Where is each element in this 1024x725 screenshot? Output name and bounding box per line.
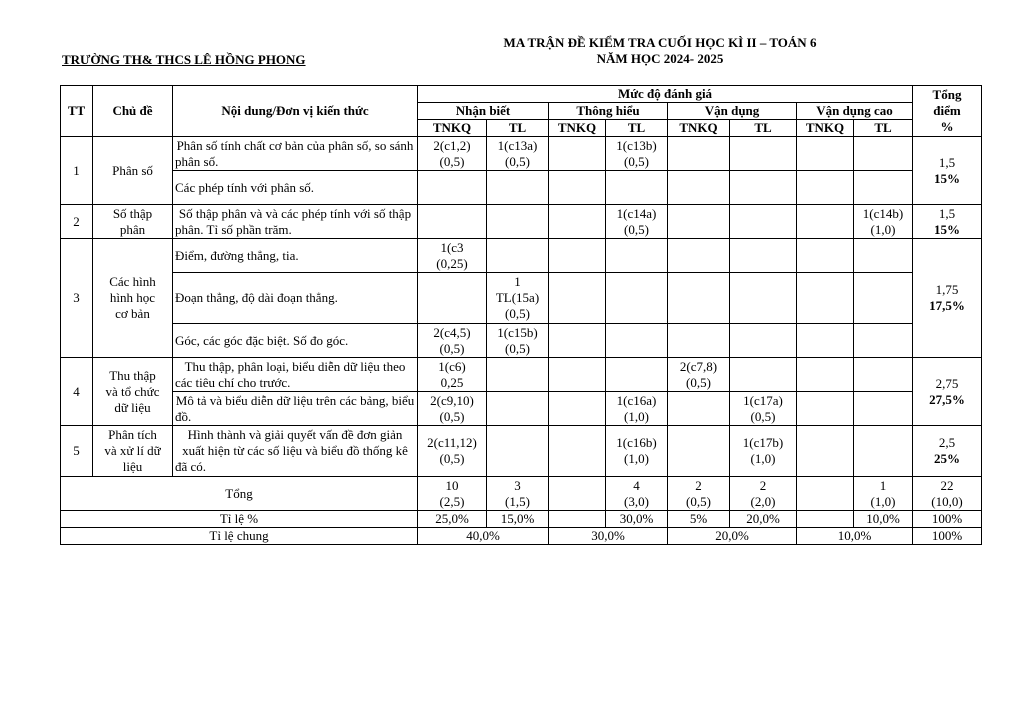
school-name: TRƯỜNG TH& THCS LÊ HỒNG PHONG xyxy=(62,52,306,67)
general-nb: 40,0% xyxy=(418,528,549,545)
cell-empty xyxy=(668,324,730,358)
cell-empty xyxy=(668,426,730,477)
sum-row xyxy=(61,477,982,511)
general-ratio-row xyxy=(61,528,982,545)
general-th: 30,0% xyxy=(549,528,668,545)
cell-empty xyxy=(854,273,913,324)
ratio-nb-tl: 15,0% xyxy=(487,511,549,528)
cell-nb-tnkq: 2(c4,5) (0,5) xyxy=(418,324,487,358)
assessment-matrix-table xyxy=(60,85,982,545)
table-row xyxy=(61,358,982,392)
cell-empty xyxy=(668,137,730,171)
header-row-1 xyxy=(61,86,982,103)
cell-empty xyxy=(797,137,854,171)
cell-empty xyxy=(606,324,668,358)
cell-empty xyxy=(797,273,854,324)
row-number: 1 xyxy=(61,137,93,205)
cell-empty xyxy=(606,239,668,273)
content-cell: Hình thành và giải quyết vấn đề đơn giản xuất hiện từ các số liệu và biểu đồ thống kê đã có. xyxy=(173,426,418,477)
header-total-line-2: điểm xyxy=(933,103,961,118)
cell-nb-tl: 1 TL(15a) (0,5) xyxy=(487,273,549,324)
sum-vdc-tl: 1 (1,0) xyxy=(854,477,913,511)
cell-vd-tnkq: 2(c7,8) (0,5) xyxy=(668,358,730,392)
cell-empty xyxy=(549,137,606,171)
title-line-2: NĂM HỌC 2024- 2025 xyxy=(596,51,724,66)
row-number: 3 xyxy=(61,239,93,358)
ratio-th-tl: 30,0% xyxy=(606,511,668,528)
cell-empty xyxy=(487,205,549,239)
subcol-th-tl: TL xyxy=(606,120,668,137)
ratio-label: Tỉ lệ % xyxy=(61,511,418,528)
topic-cell: Thu thập và tổ chức dữ liệu xyxy=(93,358,173,426)
subcol-vd-tnkq: TNKQ xyxy=(668,120,730,137)
cell-empty xyxy=(487,171,549,205)
header-topic: Chủ đề xyxy=(93,86,173,137)
table-row xyxy=(61,392,982,426)
cell-empty xyxy=(487,358,549,392)
cell-vd-tl: 1(c17b) (1,0) xyxy=(730,426,797,477)
ratio-vd-tl: 20,0% xyxy=(730,511,797,528)
cell-empty xyxy=(668,392,730,426)
cell-empty xyxy=(549,171,606,205)
ratio-row xyxy=(61,511,982,528)
content-cell: Thu thập, phân loại, biểu diễn dữ liệu theo các tiêu chí cho trước. xyxy=(173,358,418,392)
cell-empty xyxy=(797,171,854,205)
cell-empty xyxy=(549,477,606,511)
subcol-nb-tnkq: TNKQ xyxy=(418,120,487,137)
cell-th-tl: 1(c16a) (1,0) xyxy=(606,392,668,426)
cell-empty xyxy=(797,324,854,358)
sum-nb-tnkq: 10 (2,5) xyxy=(418,477,487,511)
document-title xyxy=(440,35,880,67)
cell-empty xyxy=(487,239,549,273)
ratio-nb-tnkq: 25,0% xyxy=(418,511,487,528)
cell-nb-tnkq: 2(c9,10) (0,5) xyxy=(418,392,487,426)
row-number: 4 xyxy=(61,358,93,426)
header-level: Mức độ đánh giá xyxy=(418,86,913,103)
cell-empty xyxy=(606,171,668,205)
cell-empty xyxy=(549,205,606,239)
ratio-total: 100% xyxy=(913,511,982,528)
content-cell: Góc, các góc đặc biệt. Số đo góc. xyxy=(173,324,418,358)
cell-empty xyxy=(418,273,487,324)
general-vdc: 10,0% xyxy=(797,528,913,545)
title-line-1: MA TRẬN ĐỀ KIỂM TRA CUỐI HỌC KÌ II – TOÁN 6 xyxy=(503,35,817,50)
cell-empty xyxy=(854,239,913,273)
cell-empty xyxy=(418,205,487,239)
row-total: 1,75 17,5% xyxy=(913,239,982,358)
subcol-th-tnkq: TNKQ xyxy=(549,120,606,137)
row-total: 2,5 25% xyxy=(913,426,982,477)
cell-empty xyxy=(668,205,730,239)
cell-empty xyxy=(730,358,797,392)
cell-vd-tl: 1(c17a) (0,5) xyxy=(730,392,797,426)
content-cell: Các phép tính với phân số. xyxy=(173,171,418,205)
cell-empty xyxy=(797,392,854,426)
table-row xyxy=(61,137,982,171)
cell-empty xyxy=(549,358,606,392)
cell-empty xyxy=(854,392,913,426)
general-label: Tỉ lệ chung xyxy=(61,528,418,545)
cell-empty xyxy=(549,273,606,324)
table-row xyxy=(61,171,982,205)
cell-empty xyxy=(668,171,730,205)
content-cell: Mô tả và biểu diễn dữ liệu trên các bảng, biểu đồ. xyxy=(173,392,418,426)
header-total-line-1: Tổng xyxy=(932,87,962,102)
table-row xyxy=(61,239,982,273)
cell-empty xyxy=(797,239,854,273)
cell-empty xyxy=(487,392,549,426)
cell-th-tl: 1(c13b) (0,5) xyxy=(606,137,668,171)
level-van-dung-cao: Vận dụng cao xyxy=(797,103,913,120)
content-cell: Phân số tính chất cơ bản của phân số, so sánh phân số. xyxy=(173,137,418,171)
cell-nb-tnkq: 2(c11,12) (0,5) xyxy=(418,426,487,477)
content-cell: Số thập phân và và các phép tính với số thập phân. Tỉ số phần trăm. xyxy=(173,205,418,239)
row-total: 2,75 27,5% xyxy=(913,358,982,426)
table-row xyxy=(61,273,982,324)
table-row xyxy=(61,324,982,358)
cell-th-tl: 1(c16b) (1,0) xyxy=(606,426,668,477)
table-row xyxy=(61,205,982,239)
topic-cell: Số thập phân xyxy=(93,205,173,239)
ratio-vd-tnkq: 5% xyxy=(668,511,730,528)
subcol-vdc-tnkq: TNKQ xyxy=(797,120,854,137)
cell-nb-tnkq: 1(c3 (0,25) xyxy=(418,239,487,273)
cell-empty xyxy=(854,426,913,477)
cell-empty xyxy=(668,273,730,324)
sum-nb-tl: 3 (1,5) xyxy=(487,477,549,511)
subcol-nb-tl: TL xyxy=(487,120,549,137)
topic-cell: Các hình hình học cơ bản xyxy=(93,239,173,358)
row-total: 1,5 15% xyxy=(913,205,982,239)
table-row xyxy=(61,426,982,477)
subcol-vdc-tl: TL xyxy=(854,120,913,137)
cell-empty xyxy=(549,511,606,528)
cell-empty xyxy=(854,171,913,205)
content-cell: Điểm, đường thẳng, tia. xyxy=(173,239,418,273)
level-thong-hieu: Thông hiểu xyxy=(549,103,668,120)
sum-vd-tnkq: 2 (0,5) xyxy=(668,477,730,511)
level-nhan-biet: Nhận biết xyxy=(418,103,549,120)
ratio-vdc-tl: 10,0% xyxy=(854,511,913,528)
level-van-dung: Vận dụng xyxy=(668,103,797,120)
cell-vdc-tl: 1(c14b) (1,0) xyxy=(854,205,913,239)
cell-empty xyxy=(797,426,854,477)
topic-cell: Phân số xyxy=(93,137,173,205)
cell-nb-tl: 1(c15b) (0,5) xyxy=(487,324,549,358)
cell-empty xyxy=(797,205,854,239)
cell-empty xyxy=(797,477,854,511)
cell-empty xyxy=(549,392,606,426)
cell-empty xyxy=(730,137,797,171)
cell-empty xyxy=(549,239,606,273)
general-vd: 20,0% xyxy=(668,528,797,545)
row-total: 1,5 15% xyxy=(913,137,982,205)
cell-empty xyxy=(549,426,606,477)
header-total-line-3: % xyxy=(940,119,954,134)
sum-label: Tổng xyxy=(61,477,418,511)
row-number: 5 xyxy=(61,426,93,477)
general-total: 100% xyxy=(913,528,982,545)
cell-empty xyxy=(730,205,797,239)
cell-empty xyxy=(730,324,797,358)
cell-empty xyxy=(549,324,606,358)
cell-empty xyxy=(797,511,854,528)
subcol-vd-tl: TL xyxy=(730,120,797,137)
cell-empty xyxy=(418,171,487,205)
cell-empty xyxy=(730,171,797,205)
cell-empty xyxy=(854,324,913,358)
topic-cell: Phân tích và xử lí dữ liệu xyxy=(93,426,173,477)
content-cell: Đoạn thẳng, độ dài đoạn thẳng. xyxy=(173,273,418,324)
cell-nb-tnkq: 1(c6) 0,25 xyxy=(418,358,487,392)
sum-total: 22 (10,0) xyxy=(913,477,982,511)
header-content: Nội dung/Đơn vị kiến thức xyxy=(173,86,418,137)
cell-empty xyxy=(854,137,913,171)
cell-empty xyxy=(668,239,730,273)
header-total xyxy=(913,86,982,137)
cell-empty xyxy=(606,358,668,392)
sum-th-tl: 4 (3,0) xyxy=(606,477,668,511)
cell-nb-tnkq: 2(c1,2) (0,5) xyxy=(418,137,487,171)
header-tt: TT xyxy=(61,86,93,137)
sum-vd-tl: 2 (2,0) xyxy=(730,477,797,511)
cell-th-tl: 1(c14a) (0,5) xyxy=(606,205,668,239)
cell-empty xyxy=(487,426,549,477)
cell-empty xyxy=(730,273,797,324)
cell-empty xyxy=(606,273,668,324)
cell-empty xyxy=(854,358,913,392)
cell-nb-tl: 1(c13a) (0,5) xyxy=(487,137,549,171)
cell-empty xyxy=(730,239,797,273)
row-number: 2 xyxy=(61,205,93,239)
cell-empty xyxy=(797,358,854,392)
